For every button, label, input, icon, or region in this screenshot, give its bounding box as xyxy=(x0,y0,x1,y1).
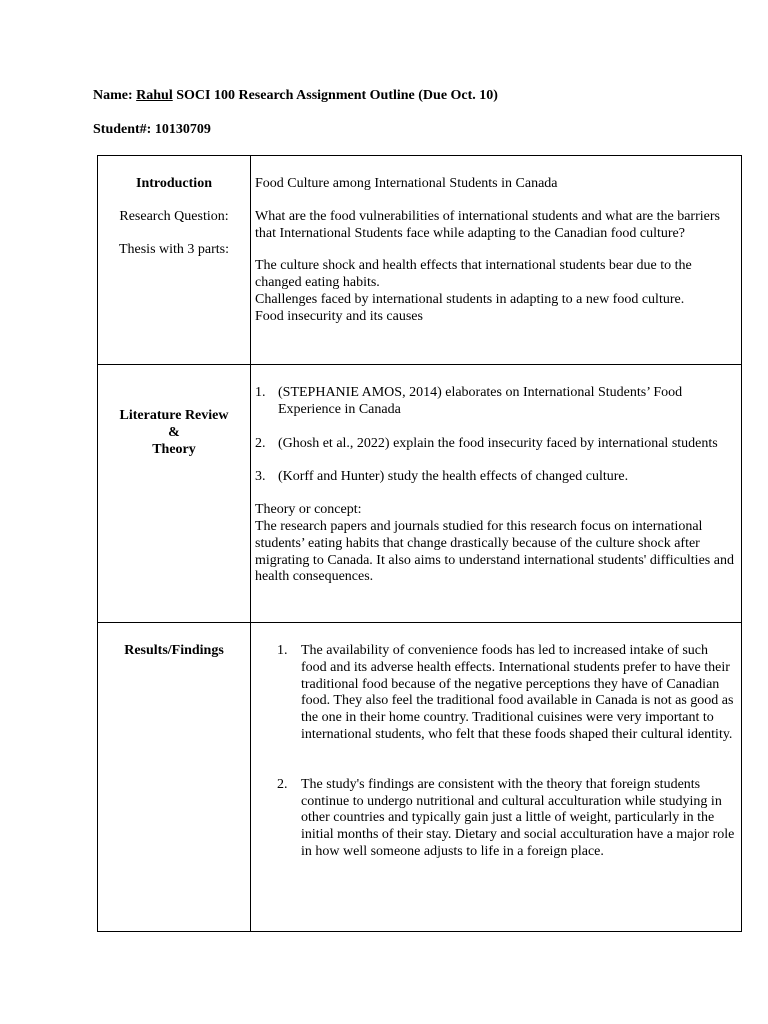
literature-content-cell xyxy=(251,365,742,623)
list-text: (Korff and Hunter) study the health effects of changed culture. xyxy=(278,469,629,485)
list-item xyxy=(255,777,737,861)
literature-list xyxy=(255,385,737,486)
list-text: (Ghosh et al., 2022) explain the food insecurity faced by international students xyxy=(278,435,718,451)
student-number: 10130709 xyxy=(154,122,211,137)
list-number: 1. xyxy=(255,385,266,400)
list-text: (STEPHANIE AMOS, 2014) elaborates on International Students’ Food Experience in Canada xyxy=(278,385,683,417)
theory-heading: Theory xyxy=(152,441,196,457)
thesis-label: Thesis with 3 parts: xyxy=(118,241,230,257)
literature-ampersand: & xyxy=(168,424,180,440)
list-number: 2. xyxy=(277,776,288,792)
list-item xyxy=(255,436,737,453)
outline-table xyxy=(97,155,742,932)
literature-label-cell xyxy=(98,365,251,623)
literature-heading: Literature Review xyxy=(119,408,229,423)
research-question: What are the food vulnerabilities of international students and what are the barriers that International Students face while adapting to the Canadian food culture? xyxy=(255,208,720,241)
results-label-cell xyxy=(98,623,251,932)
research-question-label: Research Question: xyxy=(119,208,229,224)
thesis-part-1: The culture shock and health effects that international students bear due to the changed eating habits. xyxy=(255,258,692,291)
literature-row xyxy=(98,365,742,623)
thesis-part-2: Challenges faced by international students in adapting to a new food culture. xyxy=(255,291,685,307)
thesis-part-3: Food insecurity and its causes xyxy=(255,308,423,324)
introduction-label-cell xyxy=(98,156,251,365)
list-text: The study's findings are consistent with the theory that foreign students continue to undergo nutritional and cultural acculturation while studying in other countries and typically gain just a little of weight, particularly in the initial months of their stay. Dietary and social acculturation have a major role in how well someone adjusts to life in a foreign place. xyxy=(301,776,735,859)
list-item xyxy=(255,643,737,744)
results-content-cell xyxy=(251,623,742,932)
list-number: 1. xyxy=(277,643,288,658)
theory-label: Theory or concept: xyxy=(255,502,362,518)
list-item xyxy=(255,469,737,486)
list-item xyxy=(255,385,737,419)
student-number-line xyxy=(93,122,211,139)
list-number: 2. xyxy=(255,435,266,451)
introduction-heading: Introduction xyxy=(136,176,212,191)
document-title xyxy=(93,88,498,105)
results-row xyxy=(98,623,742,932)
course-title: SOCI 100 Research Assignment Outline (Due Oct. 10) xyxy=(172,88,498,103)
results-heading: Results/Findings xyxy=(124,643,224,658)
introduction-content-cell xyxy=(251,156,742,365)
theory-text: The research papers and journals studied for this research focus on international students’ eating habits that change drastically because of the culture shock after migrating to Canada. It also aims to understand international students' difficulties and health consequences. xyxy=(255,518,734,585)
name-label: Name: xyxy=(93,88,137,103)
student-name: Rahul xyxy=(136,88,173,103)
list-number: 3. xyxy=(255,469,266,485)
research-topic: Food Culture among International Students in Canada xyxy=(255,176,558,191)
list-text: The availability of convenience foods has led to increased intake of such food and its adverse health effects. International students prefer to have their traditional food because of the negative perceptions they have of Canadian food. They also feel the traditional food available in Canada is not as good as the one in their home country. Traditional cuisines were very important to international students, who felt that these foods shaped their cultural identity. xyxy=(301,643,734,742)
results-list xyxy=(255,643,737,861)
student-number-label: Student#: xyxy=(93,122,155,137)
introduction-row xyxy=(98,156,742,365)
